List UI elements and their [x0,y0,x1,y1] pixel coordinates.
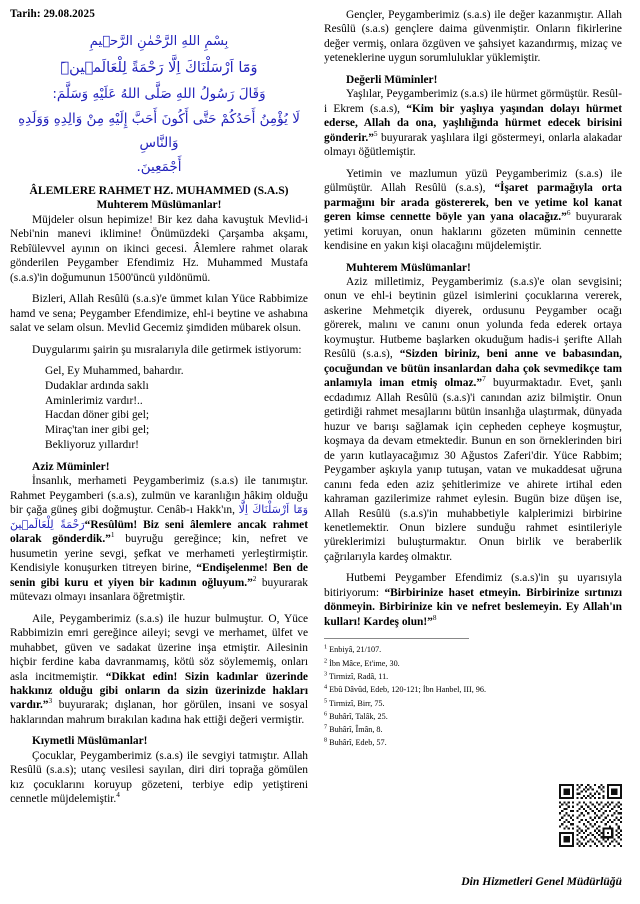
footnote-number: 1 [324,643,328,651]
footnote-text: Tirmizî, Radâ, 11. [329,671,389,681]
right-column-inner [324,8,622,900]
footnote-ref-2: 2 [252,573,257,583]
text-run: Çocuklar, Peygamberimiz (s.a.s) ile sevgiyi tatmıştır. Allah Resûlü (s.a.s); utanç vesilesi sayılan, diri diri toprağa gömülen kız çocuklarını koruyup gözeteni, terbiye edip yetiştireni cennetle müjdelemiştir. [10,749,308,806]
verse-line: Hacdan döner gibi gel; [45,409,150,422]
footnote-item [324,683,622,696]
paragraph-yetimin [324,167,622,254]
verse-line: Aminlerimiz vardır!.. [45,394,143,407]
footnote-text: Buhârî, Edeb, 57. [329,738,387,748]
footnote-item [324,657,622,670]
quote-resulum: “Resûlüm! Biz seni âlemlere ancak rahmet olarak gönderdik.” [10,518,309,546]
quote-isaret-parmagiyla: “İşaret parmağıyla orta parmağını bir arada göstererek, ben ve yetime kol kanat geren kimse cennette böyle yan yana olacağız.” [324,182,622,224]
hadith-intro-text: وَقَالَ رَسُولُ اللهِ صَلَّى اللهُ عَلَيْهِ وَسَلَّمَ: [52,85,266,102]
text-run: buyurarak yetimi koruyan, onun haklarını gözeten müminin cennette kendisine en yakın kişi olacağını müjdelemiştir. [324,211,622,253]
footnote-item [324,643,622,656]
paragraph-mujdeler: Müjdeler olsun hepimize! Bir kez daha kavuştuk Mevlid-i Nebi'nin manevi iklimine! Önümüzdeki Çarşamba akşamı, Rebîülevvel ayının on ikinci gecesi. Âlemlere rahmet olarak gönderilen Peygamber Efendimiz Hz. Muhammed Mustafa (s.a.s)'in doğumunun 1500'üncü yıldönümü. [10,213,308,284]
inline-arabic-ayah: وَمَٓا اَرْسَلْنَاكَ اِلَّا رَحْمَةً لِلْعَالَمٖينَ [10,503,309,531]
paragraph-yaslilar [324,87,622,159]
footnote-item [324,736,622,749]
footnote-ref-3: 3 [48,696,53,706]
text-run: buyurmaktadır. Evet, şanlı ecdadımız Allah Resûlü (s.a.s)'i canından aziz bilmiştir. Onun getirdiği rahmet mesajlarını bütün insanlığa ulaştırmak, dünyada huzur ve barışı sağlamak için cepheden cepheye koşmuştur, koşmaya da devam etmektedir. Bunun en son örneklerinden biri de yarın kutlayacağımız 30 Ağustos Zaferi'dir. Yüce Rabbim; Peygamber aşkıyla yanıp tutuşan, vatan ve mukaddesat uğruna canını feda eden aziz şehitlerimize ve ahirete irtihal eden kahraman gazilerimize rahmet eylesin. Bugün bize düşen ise, Allah Resûlü (s.a.s)'in muhabbetiyle kalplerimizi birbirine kenetlemektir. Onun bizlere sunduğu rahmet esintileriyle yüreklerimizi buluşturmaktır. Onun birlik ve beraberlik çağrılarıyla kardeş olmaktır. [324,377,622,563]
quote-birbirinize: “Birbirinize haset etmeyin. Birbirinize sırtınızı dönmeyin. Birbirinize kin ve nefret beslemeyin. Ey Allah'ın kulları! Kardeş olun!” [324,586,622,628]
quote-endiselenme: “Endişelenme! Ben de senin gibi kuru et yiyen bir kadının oğluyum.” [10,562,308,589]
qr-code-icon[interactable] [559,784,622,847]
footnote-number: 2 [324,656,328,664]
footnote-number: 5 [324,696,328,704]
footnote-item [324,710,622,723]
quran-ayah-text: وَمَٓا اَرْسَلْنَاكَ اِلَّا رَحْمَةً لِلْعَالَمٖينَۜ [60,59,258,76]
verse-line: Bekliyoruz yıllardır! [45,439,139,452]
basmala-text: بِسْمِ اللهِ الرَّحْمٰنِ الرَّحٖيمِ [89,34,229,49]
footnote-ref-4: 4 [116,790,120,800]
footnotes-list [324,643,622,749]
paragraph-duygularimi: Duygularımı şairin şu mısralarıyla dile getirmek istiyorum: [32,343,302,356]
footnote-number: 6 [324,710,328,718]
signature-line: Din Hizmetleri Genel Müdürlüğü [461,875,622,888]
footnote-item [324,723,622,736]
footnote-ref-6: 6 [566,208,571,218]
footnote-text: Buhârî, Îmân, 8. [329,725,383,735]
text-run: buyurarak mütevazı olmayı insanlara öğretmiştir. [10,576,308,604]
text-run: İnsanlık, merhameti Peygamberimiz (s.a.s) ile tanımıştır. Rahmet Peygamberi (s.a.s), zulmün ve karanlığın hâkim olduğu bir çağa güneş gibi doğmuştur. Cenâb-ı Hakk'ın, [10,475,308,517]
paragraph-insanlik [10,474,308,604]
quote-kim-bir-yasliya: “Kim bir yaşlıya yaşından dolayı hürmet ederse, Allah da ona, yaşlılığında hürmet edecek birisini gönderir.” [324,102,623,144]
footnote-text: Ebû Dâvûd, Edeb, 120-121; İbn Hanbel, III, 96. [329,685,487,695]
footnote-ref-1: 1 [110,530,115,540]
heading-kiymetli-muslumanlar: Kıymetli Müslümanlar! [32,735,148,748]
paragraph-bizleri: Bizleri, Allah Resûlü (s.a.s)'e ümmet kılan Yüce Rabbimize hamd ve sena; Peygamber Efendimize, ehl-i beytine ve ashabına salat ve selam olsun. Mevlid Gecemiz şimdiden mübarek olsun. [10,293,308,335]
text-run: buyurarak; dışlanan, hor görülen, insani ve sosyal haklarından mahrum bırakılan kadına hak ettiği değeri vermiştir. [10,699,308,726]
footnote-text: Enbiyâ, 21/107. [329,645,382,655]
heading-degerli-muminler: Değerli Müminler! [346,73,438,86]
text-run: buyruğu gereğince; kin, nefret ve husumetin yerine sevgi, şefkat ve merhameti yerleştirmiştir. Kendisiyle konuşurken titreyen birine, [10,533,308,575]
poem-verse [10,364,308,453]
footnote-ref-8: 8 [432,613,437,623]
right-column [324,8,622,900]
footnote-text: Tirmizî, Birr, 75. [329,698,385,708]
heading-muhterem-muslumanlar: Muhterem Müslümanlar! [96,199,222,212]
quote-dikkat-edin: “Dikkat edin! Sizin kadınlar üzerinde hakkınız olduğu gibi onların da sizin üzerinizde hakları vardır.” [10,670,308,712]
footnote-text: Buhârî, Talâk, 25. [329,711,388,721]
footnote-number: 7 [324,723,328,731]
quote-sizden-biriniz: “Sizden biriniz, beni anne ve babasından, çocuğundan ve bütün insanlardan daha çok sevmedikçe tam anlamıyla iman etmiş olmaz.” [324,348,623,390]
text-run: Yetimin ve mazlumun yüzü Peygamberimiz (s.a.s) ile gülmüştür. Allah Resûlü (s.a.s), [324,167,622,195]
verse-line: Miraç'tan iner gibi gel; [45,424,150,437]
paragraph-hutbemi [324,571,622,629]
two-column-layout [10,8,632,900]
footnote-separator [324,638,469,639]
footnote-item [324,670,622,683]
text-run: Aziz milletimiz, Peygamberimiz (s.a.s)'e olan sevgisini; onun ve ehl-i beytinin güzel isimlerini çocuklarına vererek, askerine Mehmetçik diyerek, ordusunu Peygamber ocağı görerek, malını ve canını onun yolunda feda ederek ortaya koymuştur. Hutbeme başlarken okuduğum hadis-i şerifte Allah Resûlü (s.a.s), [324,275,622,361]
arabic-header-block [10,32,308,179]
paragraph-cocuklar [10,749,308,807]
hadith-line-2: أَجْمَعِينَ. [136,159,182,176]
text-run: Aile, Peygamberimiz (s.a.s) ile huzur bulmuştur. O, Yüce Rabbimizin emri gereğince aileyi; sevgi ve merhamet, ülfet ve muhabbet, güven ve sadakat üzerine inşa etmiştir. Ailesinin hiçbir ferdine kaba davranmamış, kötü söz söylememiş, onları asla incitmemiştir. [10,612,308,683]
text-run: Hutbemi Peygamber Efendimiz (s.a.s)'in şu uyarısıyla bitiriyorum: [324,572,622,599]
text-run: buyurarak yaşlılara ilgi göstermeyi, onlarla alakadar olmayı öğütlemiştir. [324,131,622,159]
left-column [10,8,308,900]
footnote-ref-7: 7 [482,374,486,384]
paragraph-gencler: Gençler, Peygamberimiz (s.a.s) ile değer kazanmıştır. Allah Resûlü (s.a.s) gençlere daima güvenmiştir. Onların fikirlerine değer vermiş, onlara özgüven ve şahsiyet kazandırmış, mizaç ve yeteneklerine uygun sorumluluklar yüklemiştir. [324,9,622,65]
page-title: ÂLEMLERE RAHMET HZ. MUHAMMED (S.A.S) [29,184,289,198]
verse-line: Dudaklar ardında saklı [45,379,149,392]
heading-muhterem-muslumanlar-2: Muhterem Müslümanlar! [346,261,471,274]
heading-aziz-muminler: Aziz Müminler! [32,460,110,473]
footnote-number: 3 [324,670,328,678]
footnote-text: İbn Mâce, Et'ime, 30. [329,658,400,668]
footnote-number: 8 [324,736,328,744]
verse-line: Gel, Ey Muhammed, bahardır. [45,364,184,377]
footnote-ref-5: 5 [373,128,378,138]
date-label: Tarih: 29.08.2025 [10,8,95,20]
footnote-item [324,697,622,710]
paragraph-aile [10,612,308,728]
text-run: Yaşlılar, Peygamberimiz (s.a.s) ile hürmet görmüştür. Resûl-i Ekrem (s.a.s), [324,88,622,115]
footnote-number: 4 [324,683,328,691]
hadith-line-1: لَا يُؤْمِنُ أَحَدُكُمْ حَتَّى أَكُونَ أَحَبَّ إِلَيْهِ مِنْ وَالِدِهِ وَوَلَدِهِ وَالنَّاسِ [18,110,300,151]
paragraph-aziz-milletimiz [324,275,622,565]
